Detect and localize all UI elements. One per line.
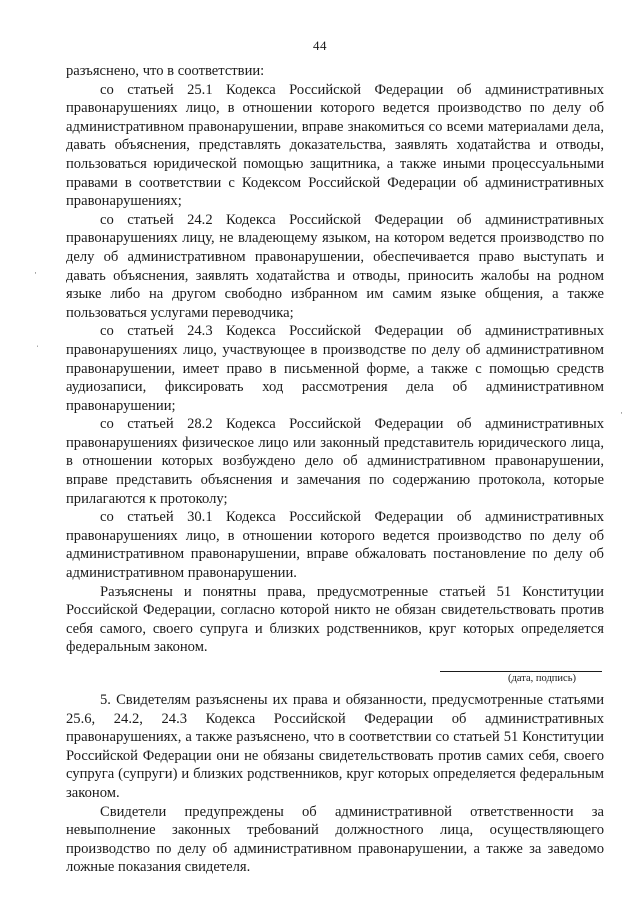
article-25-1-paragraph: со статьей 25.1 Кодекса Российской Федерации об административных правонарушениях лицо, в отношении которого ведется производство по делу об административном правонарушении, вправе знакомиться со всеми материалами дела, давать объяснения, представлять доказательства, заявлять ходатайства и отводы, пользоваться юридической помощью защитника, а также иными процессуальными правами в соответствии с Кодексом Российской Федерации об административных правонарушениях;: [66, 81, 604, 210]
scan-speck: ˈ: [36, 344, 39, 354]
signature-block: [66, 657, 604, 687]
constitution-article-51-paragraph: Разъяснены и понятны права, предусмотренные статьей 51 Конституции Российской Федерации, согласно которой никто не обязан свидетельствовать против себя самого, своего супруга и близких родственников, круг которых определяется федеральным законом.: [66, 583, 604, 656]
document-body: [66, 62, 604, 877]
witnesses-rights-paragraph: 5. Свидетелям разъяснены их права и обязанности, предусмотренные статьями 25.6, 24.2, 24.3 Кодекса Российской Федерации об административных правонарушениях, а также разъяснено, что в соответствии со статьей 51 Конституции Российской Федерации они не обязаны свидетельствовать против самих себя, своего супруга (супруги) и близких родственников, круг которых определяется федеральным законом.: [66, 692, 604, 801]
article-28-2-paragraph: со статьей 28.2 Кодекса Российской Федерации об административных правонарушениях физическое лицо или законный представитель юридического лица, в отношении которых возбуждено дело об административном правонарушении, вправе представить объяснения и замечания по содержанию протокола, которые прилагаются к протоколу;: [66, 416, 604, 507]
page-number: 44: [313, 38, 327, 53]
article-24-2-paragraph: со статьей 24.2 Кодекса Российской Федерации об административных правонарушениях лицу, не владеющему языком, на котором ведется производство по делу об административном правонарушении, обеспечивается право выступать и давать объяснения, заявлять ходатайства и отводы, приносить жалобы на родном языке либо на другом свободно избранном им самим языке общения, а также пользоваться услугами переводчика;: [66, 211, 604, 321]
intro-paragraph: разъяснено, что в соответствии:: [66, 63, 265, 79]
article-24-3-paragraph: со статьей 24.3 Кодекса Российской Федерации об административных правонарушениях лицо, участвующее в производстве по делу об административном правонарушении, имеет право в письменной форме, а также с помощью средств аудиозаписи, фиксировать ход рассмотрения дела об административном правонарушении;: [66, 323, 604, 414]
signature-caption: (дата, подпись): [508, 673, 576, 684]
witnesses-warned-paragraph: Свидетели предупреждены об административной ответственности за невыполнение законных требований должностного лица, осуществляющего производство по делу об административном правонарушении, а также за заведомо ложные показания свидетеля.: [66, 803, 604, 876]
scan-speck: ·: [34, 268, 37, 278]
article-30-1-paragraph: со статьей 30.1 Кодекса Российской Федерации об административных правонарушениях лицо, в отношении которого ведется производство по делу об административном правонарушении, вправе обжаловать постановление по делу об административном правонарушении.: [66, 509, 604, 582]
scan-speck: ·: [620, 408, 623, 418]
signature-line: [440, 671, 602, 672]
